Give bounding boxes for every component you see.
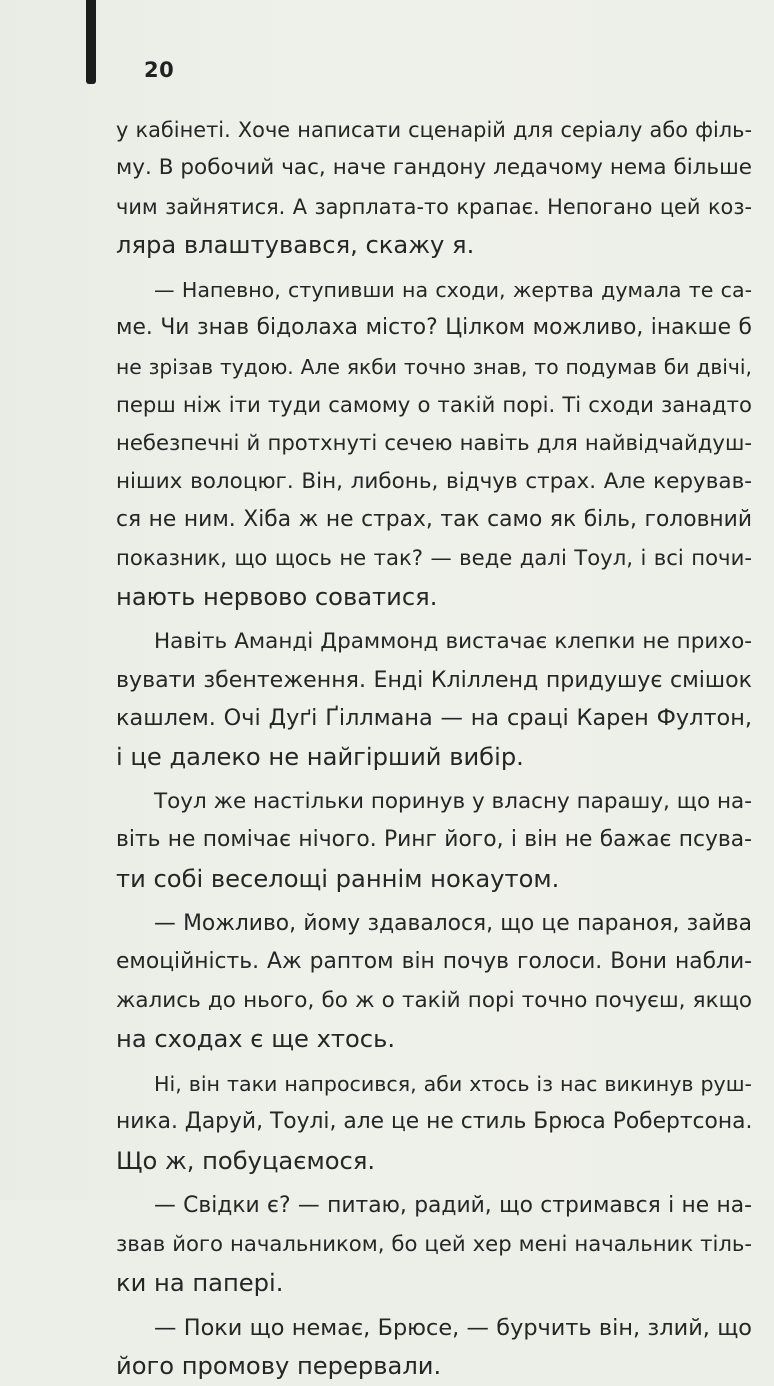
text-line: Тоул же настільки поринув у власну парашу, що на-	[154, 789, 752, 815]
text-line: емоційність. Аж раптом він почув голоси. Вони набли-	[116, 949, 752, 975]
text-line: ника. Даруй, Тоулі, але це не стиль Брюса Робертсона.	[116, 1109, 753, 1135]
text-line: Що ж, побуцаємося.	[116, 1146, 376, 1175]
text-line: на сходах є ще хтось.	[116, 1024, 396, 1053]
text-line: перш ніж іти туди самому о такій порі. Ті сходи занадто	[116, 392, 752, 418]
text-line: віть не помічає нічого. Ринг його, і він не бажає псува-	[116, 827, 752, 853]
paragraph-gap	[116, 616, 752, 623]
text-line: Ні, він таки напросився, аби хтось із нас викинув руш-	[154, 1072, 752, 1097]
text-line: небезпечні й протхнуті сечею навіть для найвідчайдуш-	[116, 430, 752, 456]
text-line: нають нервово соватися.	[116, 582, 438, 611]
paragraph-gap	[116, 898, 752, 905]
paragraph	[116, 1065, 752, 1180]
paragraph	[116, 623, 752, 776]
text-line: му. В робочий час, наче гандону ледачому нема більше	[116, 155, 752, 181]
text-line: не зрізав тудою. Але якби точно знав, то подумав би двічі,	[116, 354, 752, 379]
text-line: — Можливо, йому здавалося, що це параноя, зайва	[154, 910, 752, 936]
paragraph-gap	[116, 776, 752, 783]
text-line: вувати збентеження. Енді Клілленд придушує смішок	[116, 667, 752, 694]
text-line: ки на папері.	[116, 1268, 284, 1297]
text-line: жались до нього, бо ж о такій порі точно почуєш, якщо	[116, 987, 752, 1013]
page-edge-bar	[86, 0, 96, 84]
text-line: ти собі веселощі раннім нокаутом.	[116, 864, 560, 893]
text-line: кашлем. Очі Дуґі Ґіллмана — на сраці Карен Фултон,	[116, 705, 752, 732]
text-line: у кабінеті. Хоче написати сценарій для серіалу або філь-	[116, 118, 752, 142]
text-line: показник, що щось не так? — веде далі Тоул, і всі почи-	[116, 545, 752, 571]
text-line: ме. Чи знав бідолаха місто? Цілком можливо, інакше б	[116, 315, 752, 341]
paragraph-gap	[116, 1302, 752, 1309]
text-line: ніших волоцюг. Він, либонь, відчув страх. Але керував-	[116, 468, 752, 494]
paragraph	[116, 271, 752, 616]
page-number: 20	[144, 58, 175, 82]
text-line: ляра влаштувався, скажу я.	[116, 230, 475, 259]
paragraph	[116, 905, 752, 1058]
paragraph	[116, 783, 752, 898]
body-text	[116, 111, 752, 1386]
text-line: його промову перервали.	[116, 1352, 442, 1381]
paragraph-gap	[116, 1180, 752, 1187]
text-line: чим зайнятися. А зарплата-то крапає. Непогано цей коз-	[116, 194, 752, 219]
text-line: і це далеко не найгірший вибір.	[116, 742, 524, 771]
text-line: — Свідки є? — питаю, радий, що стримався і не на-	[154, 1193, 752, 1219]
paragraph	[116, 1309, 752, 1386]
text-line: — Поки що немає, Брюсе, — бурчить він, злий, що	[154, 1314, 752, 1341]
paragraph-gap	[116, 1058, 752, 1065]
text-line: — Напевно, ступивши на сходи, жертва думала те са-	[154, 278, 752, 303]
paragraph	[116, 1187, 752, 1302]
text-line: ся не ним. Хіба ж не страх, так само як біль, головний	[116, 506, 752, 532]
paragraph	[116, 111, 752, 264]
text-line: Навіть Аманді Драммонд вистачає клепки не прихо-	[154, 628, 752, 654]
text-line: звав його начальником, бо цей хер мені начальник тіль-	[116, 1231, 752, 1257]
paragraph-gap	[116, 264, 752, 271]
